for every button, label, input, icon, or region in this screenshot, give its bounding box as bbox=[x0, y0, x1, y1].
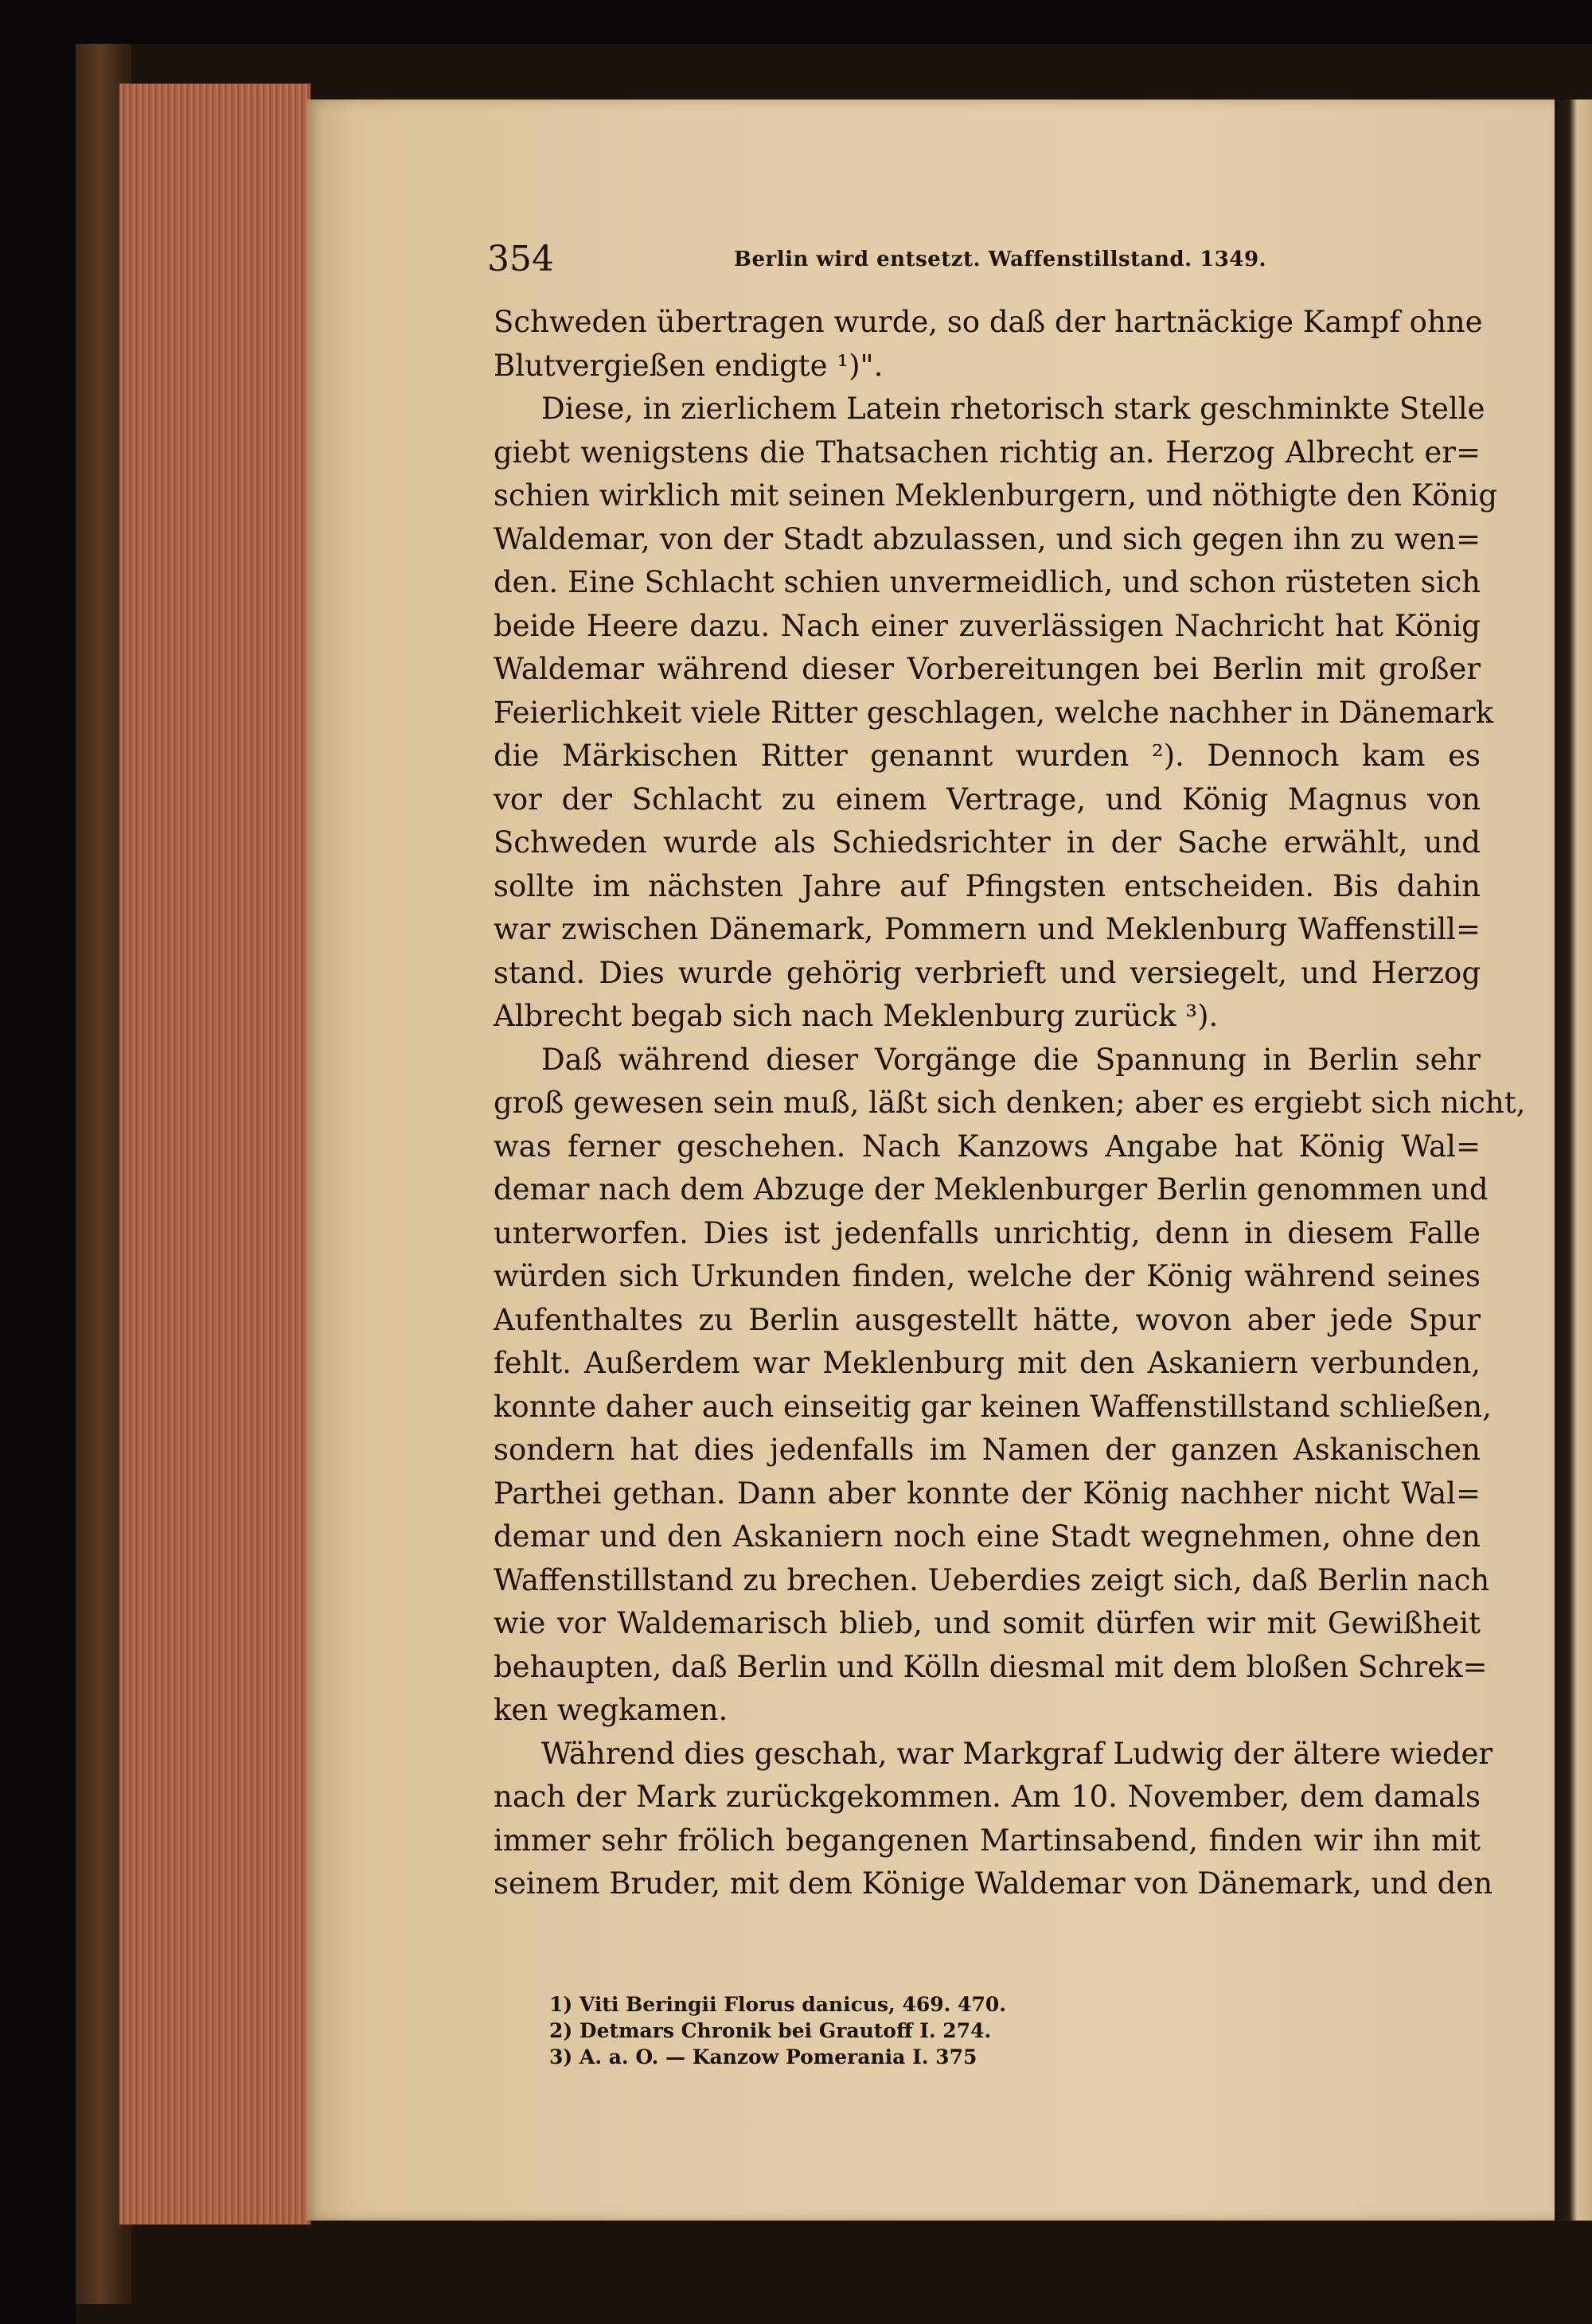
text-line: seinem Bruder, mit dem Könige Waldemar von Dänemark, und den bbox=[494, 1866, 1493, 1901]
text-line: schien wirklich mit seinen Meklenburgern, und nöthigte den König bbox=[494, 478, 1498, 513]
text-line: Während dies geschah, war Markgraf Ludwig der ältere wieder bbox=[541, 1736, 1493, 1771]
text-line: ken wegkamen. bbox=[494, 1693, 728, 1727]
text-line: den. Eine Schlacht schien unvermeidlich, und schon rüsteten sich bbox=[494, 565, 1481, 599]
text-line: konnte daher auch einseitig gar keinen Waffenstillstand schließen, bbox=[494, 1389, 1492, 1424]
text-line: behaupten, daß Berlin und Kölln diesmal mit dem bloßen Schrek= bbox=[494, 1649, 1488, 1684]
text-line: stand. Dies wurde gehörig verbrieft und versiegelt, und Herzog bbox=[494, 955, 1481, 990]
text-line: was ferner geschehen. Nach Kanzows Angabe hat König Wal= bbox=[494, 1129, 1481, 1164]
text-line: fehlt. Außerdem war Meklenburg mit den Askaniern verbunden, bbox=[494, 1346, 1481, 1380]
footnote: 2) Detmars Chronik bei Grautoff I. 274. bbox=[549, 2019, 992, 2042]
text-line: nach der Mark zurückgekommen. Am 10. November, dem damals bbox=[494, 1780, 1481, 1814]
text-line: Schweden wurde als Schiedsrichter in der Sache erwählt, und bbox=[494, 825, 1481, 860]
text-line: die Märkischen Ritter genannt wurden ²). Dennoch kam es bbox=[494, 739, 1481, 773]
footnote: 3) A. a. O. — Kanzow Pomerania I. 375 bbox=[549, 2045, 977, 2069]
text-line: Parthei gethan. Dann aber konnte der König nachher nicht Wal= bbox=[494, 1476, 1481, 1511]
text-line: wie vor Waldemarisch blieb, und somit dürfen wir mit Gewißheit bbox=[494, 1606, 1481, 1640]
text-line: unterworfen. Dies ist jedenfalls unrichtig, denn in diesem Falle bbox=[494, 1215, 1481, 1250]
text-line: vor der Schlacht zu einem Vertrage, und König Magnus von bbox=[494, 782, 1481, 817]
text-line: Blutvergießen endigte ¹)". bbox=[494, 348, 884, 383]
text-line: Albrecht begab sich nach Meklenburg zurück ³). bbox=[494, 999, 1219, 1033]
text-line: groß gewesen sein muß, läßt sich denken; aber es ergiebt sich nicht, bbox=[494, 1086, 1526, 1120]
text-line: Feierlichkeit viele Ritter geschlagen, welche nachher in Dänemark bbox=[494, 695, 1494, 730]
text-line: immer sehr frölich begangenen Martinsabend, finden wir ihn mit bbox=[494, 1823, 1481, 1858]
running-title: Berlin wird entsetzt. Waffenstillstand. 1349. bbox=[734, 248, 1267, 271]
footnotes bbox=[549, 1991, 1385, 2070]
text-line: demar nach dem Abzuge der Meklenburger Berlin genommen und bbox=[494, 1172, 1489, 1207]
text-line: sondern hat dies jedenfalls im Namen der ganzen Askanischen bbox=[494, 1433, 1481, 1467]
text-line: würden sich Urkunden finden, welche der König während seines bbox=[494, 1259, 1481, 1293]
next-page-edge bbox=[1555, 99, 1592, 2221]
text-line: beide Heere dazu. Nach einer zuverlässigen Nachricht hat König bbox=[494, 608, 1481, 643]
text-line: sollte im nächsten Jahre auf Pfingsten entscheiden. Bis dahin bbox=[494, 868, 1481, 903]
text-line: Daß während dieser Vorgänge die Spannung in Berlin sehr bbox=[541, 1042, 1481, 1077]
page-header bbox=[487, 236, 1530, 283]
text-line: Diese, in zierlichem Latein rhetorisch stark geschminkte Stelle bbox=[541, 392, 1485, 426]
page-number: 354 bbox=[487, 239, 554, 279]
text-line: war zwischen Dänemark, Pommern und Meklenburg Waffenstill= bbox=[494, 912, 1481, 946]
text-line: giebt wenigstens die Thatsachen richtig an. Herzog Albrecht er= bbox=[494, 435, 1481, 470]
footnote: 1) Viti Beringii Florus danicus, 469. 470. bbox=[549, 1993, 1006, 2016]
text-line: demar und den Askaniern noch eine Stadt wegnehmen, ohne den bbox=[494, 1519, 1481, 1554]
body-text bbox=[494, 301, 1526, 1906]
text-line: Schweden übertragen wurde, so daß der hartnäckige Kampf ohne bbox=[494, 305, 1483, 339]
text-line: Waffenstillstand zu brechen. Ueberdies zeigt sich, daß Berlin nach bbox=[494, 1562, 1490, 1597]
page-edges bbox=[119, 84, 310, 2225]
text-line: Waldemar während dieser Vorbereitungen bei Berlin mit großer bbox=[494, 652, 1481, 686]
text-line: Waldemar, von der Stadt abzulassen, und sich gegen ihn zu wen= bbox=[494, 521, 1481, 556]
text-line: Aufenthaltes zu Berlin ausgestellt hätte, wovon aber jede Spur bbox=[494, 1302, 1481, 1337]
